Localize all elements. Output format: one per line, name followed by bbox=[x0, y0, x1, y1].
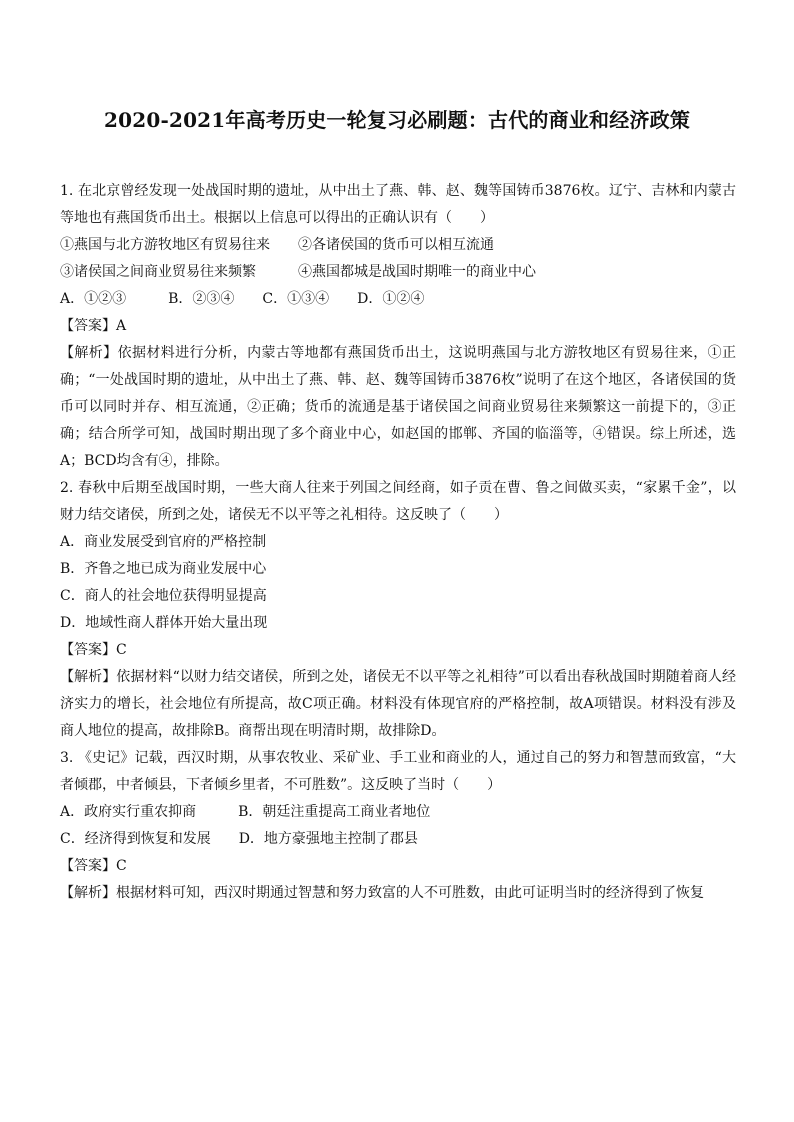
statement: ①燕国与北方游牧地区有贸易往来 ②各诸侯国的货币可以相互流通 bbox=[60, 237, 494, 253]
option: D．地域性商人群体开始大量出现 bbox=[60, 615, 268, 631]
options-line: A．①②③ B．②③④ C．①③④ D．①②④ bbox=[60, 291, 425, 307]
analysis: 【解析】根据材料可知，西汉时期通过智慧和努力致富的人不可胜数，由此可证明当时的经济得到了恢复 bbox=[60, 885, 704, 901]
statement: ③诸侯国之间商业贸易往来频繁 ④燕国都城是战国时期唯一的商业中心 bbox=[60, 264, 536, 280]
question-stem: 1. 在北京曾经发现一处战国时期的遗址，从中出土了燕、韩、赵、魏等国铸币3876枚。辽宁、吉林和内蒙古等地也有燕国货币出土。根据以上信息可以得出的正确认识有（ ） bbox=[60, 183, 736, 226]
option: C．商人的社会地位获得明显提高 bbox=[60, 588, 267, 604]
answer: 【答案】C bbox=[60, 642, 127, 658]
options-line: C．经济得到恢复和发展 D．地方豪强地主控制了郡县 bbox=[60, 831, 418, 847]
options-line: A．政府实行重农抑商 B．朝廷注重提高工商业者地位 bbox=[60, 804, 431, 820]
answer: 【答案】C bbox=[60, 858, 127, 874]
page-title: 2020-2021年高考历史一轮复习必刷题：古代的商业和经济政策 bbox=[103, 108, 691, 132]
question-stem: 2. 春秋中后期至战国时期，一些大商人往来于列国之间经商，如子贡在曹、鲁之间做买卖，“家累千金”，以财力结交诸侯，所到之处，诸侯无不以平等之礼相待。这反映了（ ） bbox=[60, 480, 736, 523]
option: A．商业发展受到官府的严格控制 bbox=[60, 534, 267, 550]
question-stem: 3. 《史记》记载，西汉时期，从事农牧业、采矿业、手工业和商业的人，通过自己的努力和智慧而致富，“大者倾郡，中者倾县，下者倾乡里者，不可胜数”。这反映了当时（ ） bbox=[60, 750, 736, 793]
question-list bbox=[60, 178, 736, 907]
analysis: 【解析】依据材料进行分析，内蒙古等地都有燕国货币出土，这说明燕国与北方游牧地区有贸易往来，①正确；“一处战国时期的遗址，从中出土了燕、韩、赵、魏等国铸币3876枚”说明了在这个地区，各诸侯国的货币可以同时并存、相互流通，②正确；货币的流通是基于诸侯国之间商业贸易往来频繁这一前提下的，③正确；结合所学可知，战国时期出现了多个商业中心，如赵国的邯郸、齐国的临淄等，④错误。综上所述，选A；BCD均含有④，排除。 bbox=[60, 345, 736, 469]
answer: 【答案】A bbox=[60, 318, 127, 334]
option: B．齐鲁之地已成为商业发展中心 bbox=[60, 561, 267, 577]
analysis: 【解析】依据材料“以财力结交诸侯，所到之处，诸侯无不以平等之礼相待”可以看出春秋战国时期随着商人经济实力的增长，社会地位有所提高，故C项正确。材料没有体现官府的严格控制，故A项错误。材料没有涉及商人地位的提高，故排除B。商帮出现在明清时期，故排除D。 bbox=[60, 669, 736, 739]
